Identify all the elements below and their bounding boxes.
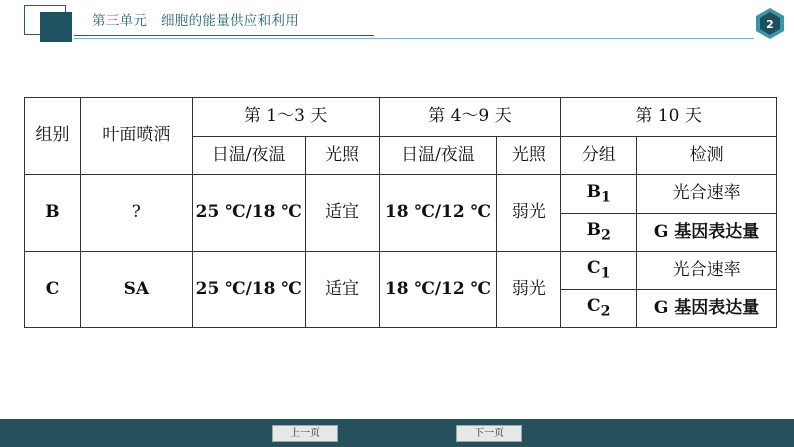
row-group: B: [25, 175, 81, 252]
detect-item: 光合速率: [637, 175, 777, 214]
header-period-3: 第 10 天: [561, 98, 777, 137]
detect-item: G 基因表达量: [637, 214, 777, 252]
row-light-1: 适宜: [305, 252, 379, 328]
header-group: 组别: [25, 98, 81, 175]
header-rule-light: [74, 38, 754, 39]
hexagon-page-number-icon: [752, 6, 788, 40]
detect-item: 光合速率: [637, 252, 777, 290]
row-spray: ?: [80, 175, 192, 252]
row-temp-2: 18 ℃/12 ℃: [379, 252, 497, 328]
subgroup-label: $C_1$: [561, 252, 637, 290]
row-temp-1: 25 ℃/18 ℃: [192, 252, 305, 328]
table-row: [25, 175, 777, 214]
subgroup-label: $B_2$: [561, 214, 637, 252]
header-light-1: 光照: [305, 137, 379, 175]
subgroup-label: $B_1$: [561, 175, 637, 214]
row-light-1: 适宜: [305, 175, 379, 252]
row-temp-1: 25 ℃/18 ℃: [192, 175, 305, 252]
row-temp-2: 18 ℃/12 ℃: [379, 175, 497, 252]
row-group: C: [25, 252, 81, 328]
header-period-2: 第 4～9 天: [379, 98, 561, 137]
table-row: [25, 252, 777, 290]
header-spray: 叶面喷洒: [80, 98, 192, 175]
header-detect: 检测: [637, 137, 777, 175]
row-light-2: 弱光: [497, 252, 561, 328]
experiment-table: [24, 97, 777, 328]
subgroup-label: $C_2$: [561, 290, 637, 328]
detect-item: G 基因表达量: [637, 290, 777, 328]
header-temp-2: 日温/夜温: [379, 137, 497, 175]
header-temp-1: 日温/夜温: [192, 137, 305, 175]
header-period-1: 第 1～3 天: [192, 98, 379, 137]
row-spray: SA: [80, 252, 192, 328]
footer-bar: [0, 419, 794, 447]
page-number: 2: [766, 18, 774, 31]
row-light-2: 弱光: [497, 175, 561, 252]
next-page-button[interactable]: 下一页: [456, 425, 522, 442]
header-rule: [74, 35, 374, 36]
header-light-2: 光照: [497, 137, 561, 175]
prev-page-button[interactable]: 上一页: [272, 425, 338, 442]
header-subgroup: 分组: [561, 137, 637, 175]
header-decor-block: [40, 12, 72, 42]
chapter-title: 第三单元 细胞的能量供应和利用: [92, 13, 299, 29]
